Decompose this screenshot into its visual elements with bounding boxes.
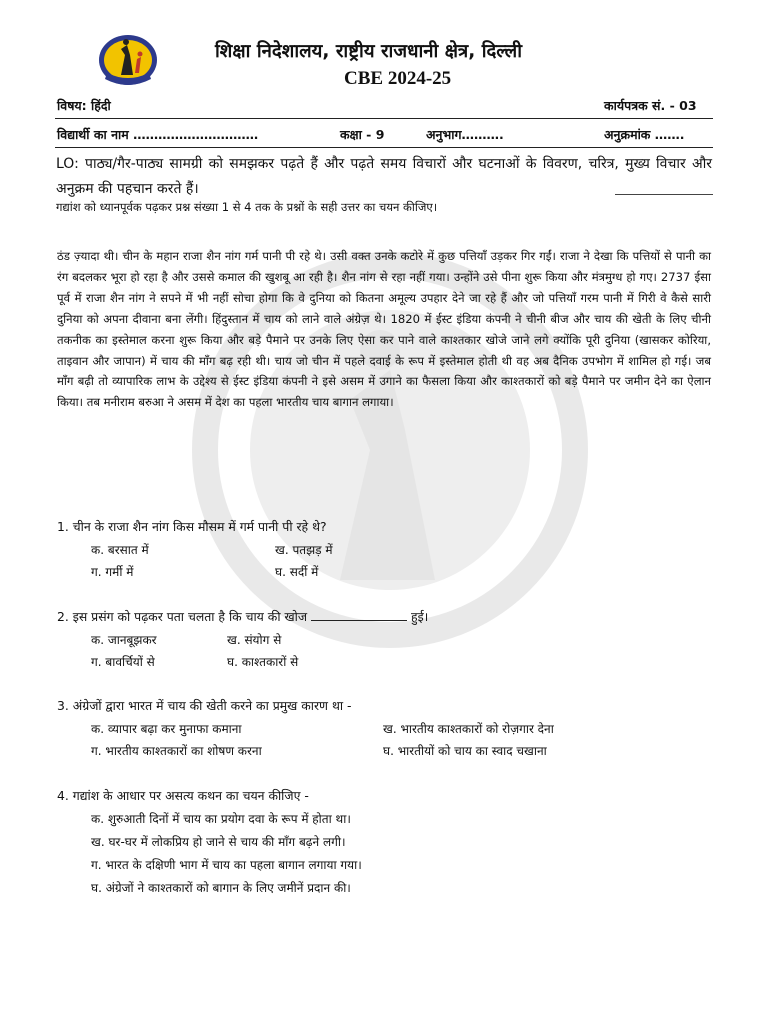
q2-option-c: ग. बावर्चियों से	[91, 655, 155, 669]
session-label: CBE 2024-25	[344, 68, 452, 89]
q3-option-b: ख. भारतीय काश्तकारों को रोज़गार देना	[383, 722, 554, 736]
section-field: अनुभाग……….	[426, 127, 504, 142]
q2-option-b: ख. संयोग से	[227, 633, 282, 647]
q1-option-a: क. बरसात में	[91, 543, 149, 557]
q1-option-b: ख. पतझड़ में	[275, 543, 333, 557]
q3-option-c: ग. भारतीय काश्तकारों का शोषण करना	[91, 744, 262, 758]
q3-option-a: क. व्यापार बढ़ा कर मुनाफा कमाना	[91, 722, 242, 736]
q1-option-d: घ. सर्दी में	[275, 565, 319, 579]
instruction-text: गद्यांश को ध्यानपूर्वक पढ़कर प्रश्न संख्या 1 से 4 तक के प्रश्नों के सही उत्तर का चयन कीजिए।	[56, 200, 438, 214]
q2-text: 2. इस प्रसंग को पढ़कर पता चलता है कि चाय की खोज	[57, 609, 308, 624]
q4-option-c: ग. भारत के दक्षिणी भाग में चाय का पहला बागान लगाया गया।	[91, 858, 362, 872]
student-name-field: विद्यार्थी का नाम …………………………	[57, 127, 259, 142]
question-2	[57, 608, 428, 625]
q4-option-b: ख. घर-घर में लोकप्रिय हो जाने से चाय की माँग बढ़ने लगी।	[91, 835, 346, 849]
q2-option-a: क. जानबूझकर	[91, 633, 157, 647]
page-title: शिक्षा निदेशालय, राष्ट्रीय राजधानी क्षेत्र, दिल्ली	[215, 41, 522, 62]
question-1: 1. चीन के राजा शैन नांग किस मौसम में गर्म पानी पी रहे थे?	[57, 519, 327, 534]
directorate-logo	[97, 33, 159, 87]
learning-outcome: LO: पाठ्य/गैर-पाठ्य सामग्री को समझकर पढ़ते हैं और पढ़ते समय विचारों और घटनाओं के विवरण, चरित्र, मुख्य विचार और अनुक्रम की पहचान करते हैं।	[56, 156, 712, 197]
question-3: 3. अंग्रेजों द्वारा भारत में चाय की खेती करने का प्रमुख कारण था -	[57, 698, 352, 713]
header-divider-2	[55, 147, 713, 148]
lo-underline	[615, 194, 713, 195]
worksheet-number: कार्यपत्रक सं. - 03	[604, 98, 697, 113]
question-4: 4. गद्यांश के आधार पर असत्य कथन का चयन कीजिए -	[57, 788, 309, 803]
class-label: कक्षा - 9	[340, 127, 385, 142]
q2-blank	[311, 609, 407, 621]
reading-passage: ठंड ज़्यादा थी। चीन के महान राजा शैन नांग गर्म पानी पी रहे थे। उसी वक्त उनके कटोरे में कुछ पत्तियाँ उड़कर गिर गईं। राजा ने देखा कि पत्तियों से पानी का रंग बदलकर भूरा हो रहा है और उससे कमाल की खुशबू आ रही है। शैन नांग से रहा नहीं गया। उन्होंने उसे पीना शुरू किया और मंत्रमुग्ध हो गए। 2737 ईसा पूर्व में राजा शैन नांग ने सपने में भी नहीं सोचा होगा कि वे दुनिया को कितना अमूल्य उपहार देने जा रहे हैं और जो पत्तियाँ गरम पानी में गिरी वे कैसे सारी दुनिया को अपना दीवाना बना लेंगी। हिंदुस्तान में चाय को लाने वाले अंग्रेज़ थे। 1820 में ईस्ट इंडिया कंपनी ने चीनी बीज और चाय की खेती के लिए चीनी तकनीक का इस्तेमाल करना शुरू किया और बड़े पैमाने पर उनके लिए ऐसा कर पाने वाले काश्तकार खोजे जाने लगे क्योंकि पूरी दुनिया (खासकर कोरिया, ताइवान और जापान) में चाय की माँग बढ़ रही थी। चाय जो चीन में पहले दवाई के रूप में इस्तेमाल होती थी वह अब दैनिक उपभोग में शामिल हो गई। जब माँग बढ़ी तो व्यापारिक लाभ के उद्देश्य से ईस्ट इंडिया कंपनी ने इसे असम में उगाने का फैसला किया और काश्तकारों को बड़े पैमाने पर जमीन देने का ऐलान किया। तब मनीराम बरुआ ने असम में देश का पहला भारतीय चाय बागान लगाया।	[57, 249, 711, 410]
header-divider	[55, 118, 713, 119]
roll-number-field: अनुक्रमांक …….	[604, 127, 685, 142]
q4-option-d: घ. अंग्रेजों ने काश्तकारों को बागान के लिए जमीनें प्रदान की।	[91, 881, 351, 895]
q2-option-d: घ. काश्तकारों से	[227, 655, 299, 669]
q1-option-c: ग. गर्मी में	[91, 565, 134, 579]
q4-option-a: क. शुरुआती दिनों में चाय का प्रयोग दवा के रूप में होता था।	[91, 812, 351, 826]
subject-label: विषय: हिंदी	[57, 98, 111, 113]
q2-text-end: हुई।	[411, 609, 429, 624]
q3-option-d: घ. भारतीयों को चाय का स्वाद चखाना	[383, 744, 547, 758]
